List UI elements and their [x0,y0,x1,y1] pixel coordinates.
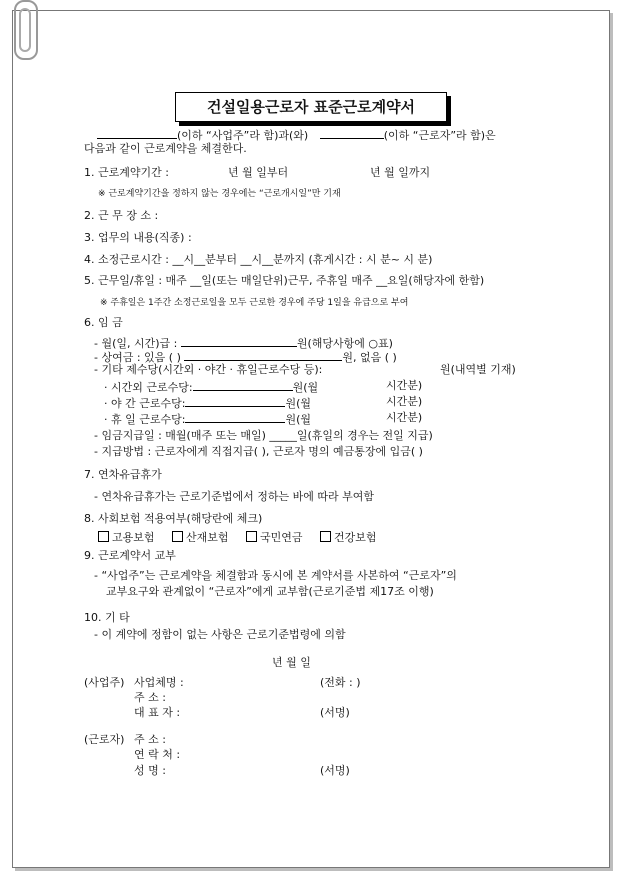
s6-label: 6. 임 금 [84,316,123,329]
s6-payday: - 임금지급일 : 매월(매주 또는 매일) _____일(휴일의 경우는 전일 지급) [94,429,433,442]
employer-blank [97,127,177,139]
industrial-accident-label: 산재보험 [186,531,229,544]
s6-bonus-label: - 상여금 : 있음 ( ) [94,351,181,364]
s6-allowance-label: - 기타 제수당(시간외 · 야간 · 휴일근로수당 등): [94,363,323,376]
employer-representative: 대 표 자 : [134,706,181,719]
intro-employer-text: (이하 “사업주”라 함)과(와) [177,129,309,142]
intro-line-1 [97,127,496,143]
s1-to: 년 월 일까지 [370,166,431,179]
s9-line-2: 교부요구와 관계없이 “근로자”에게 교부함(근로기준법 제17조 이행) [106,585,434,598]
s4-working-hours: 4. 소정근로시간 : __시__분부터 __시__분까지 (휴게시간 : 시 분~ 시 분) [84,253,433,266]
s6-holiday-unit: 원(월 [285,413,311,426]
industrial-accident-checkbox[interactable] [172,531,183,542]
s5-note: ※ 주휴일은 1주간 소정근로일을 모두 근로한 경우에 주당 1일을 유급으로 부여 [100,298,409,308]
s6-bonus-blank [184,349,342,361]
s8-label: 8. 사회보험 적용여부(해당란에 체크) [84,512,263,525]
s6-night-unit: 원(월 [285,397,311,410]
s7-label: 7. 연차유급휴가 [84,468,162,481]
s6-night-label: · 야 간 근로수당: [104,397,186,410]
contract-date: 년 월 일 [272,656,311,669]
worker-name: 성 명 : [134,764,166,777]
health-insurance-label: 건강보험 [334,531,377,544]
s6-night-blank [185,395,285,407]
s6-allowance-unit: 원(내역별 기재) [440,363,516,376]
employment-insurance-label: 고용보험 [112,531,155,544]
s6-wage-label: - 월(일, 시간)급 : [94,337,178,350]
employer-tag: (사업주) [84,676,125,689]
s6-night-line [104,395,311,411]
national-pension-checkbox[interactable] [246,531,257,542]
document-title: 건설일용근로자 표준근로계약서 [175,92,447,122]
worker-blank [320,127,384,139]
s6-wage-blank [181,335,297,347]
s9-label: 9. 근로계약서 교부 [84,549,176,562]
employer-signature: (서명) [320,706,350,719]
s6-overtime-blank [193,379,293,391]
s6-bonus-unit: 원, 없음 ( ) [342,351,397,364]
s6-holiday-blank [185,411,285,423]
intro-worker-text: (이하 “근로자”라 함)은 [383,129,496,142]
s1-label: 1. 근로계약기간 : [84,166,169,179]
s2-workplace: 2. 근 무 장 소 : [84,209,159,222]
s6-night-hours: 시간분) [386,395,423,408]
worker-contact: 연 락 처 : [134,748,181,761]
s6-holiday-label: · 휴 일 근로수당: [104,413,186,426]
s8-checkbox-row [98,531,377,545]
national-pension-label: 국민연금 [260,531,303,544]
s7-text: - 연차유급휴가는 근로기준법에서 정하는 바에 따라 부여함 [94,490,374,503]
paperclip-inner-icon [19,8,31,52]
worker-address: 주 소 : [134,733,166,746]
s9-line-1: - “사업주”는 근로계약을 체결함과 동시에 본 계약서를 사본하여 “근로자”의 [94,569,457,582]
s6-overtime-unit: 원(월 [292,381,319,394]
s6-overtime-label: · 시간외 근로수당: [104,381,193,394]
s6-payment-method: - 지급방법 : 근로자에게 직접지급( ), 근로자 명의 예금통장에 입금( ) [94,445,423,458]
worker-tag: (근로자) [84,733,125,746]
employment-insurance-checkbox[interactable] [98,531,109,542]
health-insurance-checkbox[interactable] [320,531,331,542]
s10-text: - 이 계약에 정함이 없는 사항은 근로기준법령에 의함 [94,628,346,641]
s6-overtime-line [104,379,318,395]
employer-address: 주 소 : [134,691,166,704]
s6-holiday-hours: 시간분) [386,411,423,424]
employer-phone: (전화 : ) [320,676,361,689]
s1-from: 년 월 일부터 [228,166,289,179]
s6-overtime-hours: 시간분) [386,379,423,392]
worker-signature: (서명) [320,764,350,777]
s6-wage-unit: 원(해당사항에 ○표) [296,337,393,350]
s5-workdays: 5. 근무일/휴일 : 매주 __일(또는 매일단위)근무, 주휴일 매주 __요일(해당자에 한함) [84,274,485,287]
employer-business-name: 사업체명 : [134,676,184,689]
intro-line-2: 다음과 같이 근로계약을 체결한다. [84,142,247,155]
s10-label: 10. 기 타 [84,611,130,624]
s1-note: ※ 근로계약기간을 정하지 않는 경우에는 “근로개시일”만 기재 [98,189,341,199]
s3-job-content: 3. 업무의 내용(직종) : [84,231,192,244]
s6-holiday-line [104,411,311,427]
